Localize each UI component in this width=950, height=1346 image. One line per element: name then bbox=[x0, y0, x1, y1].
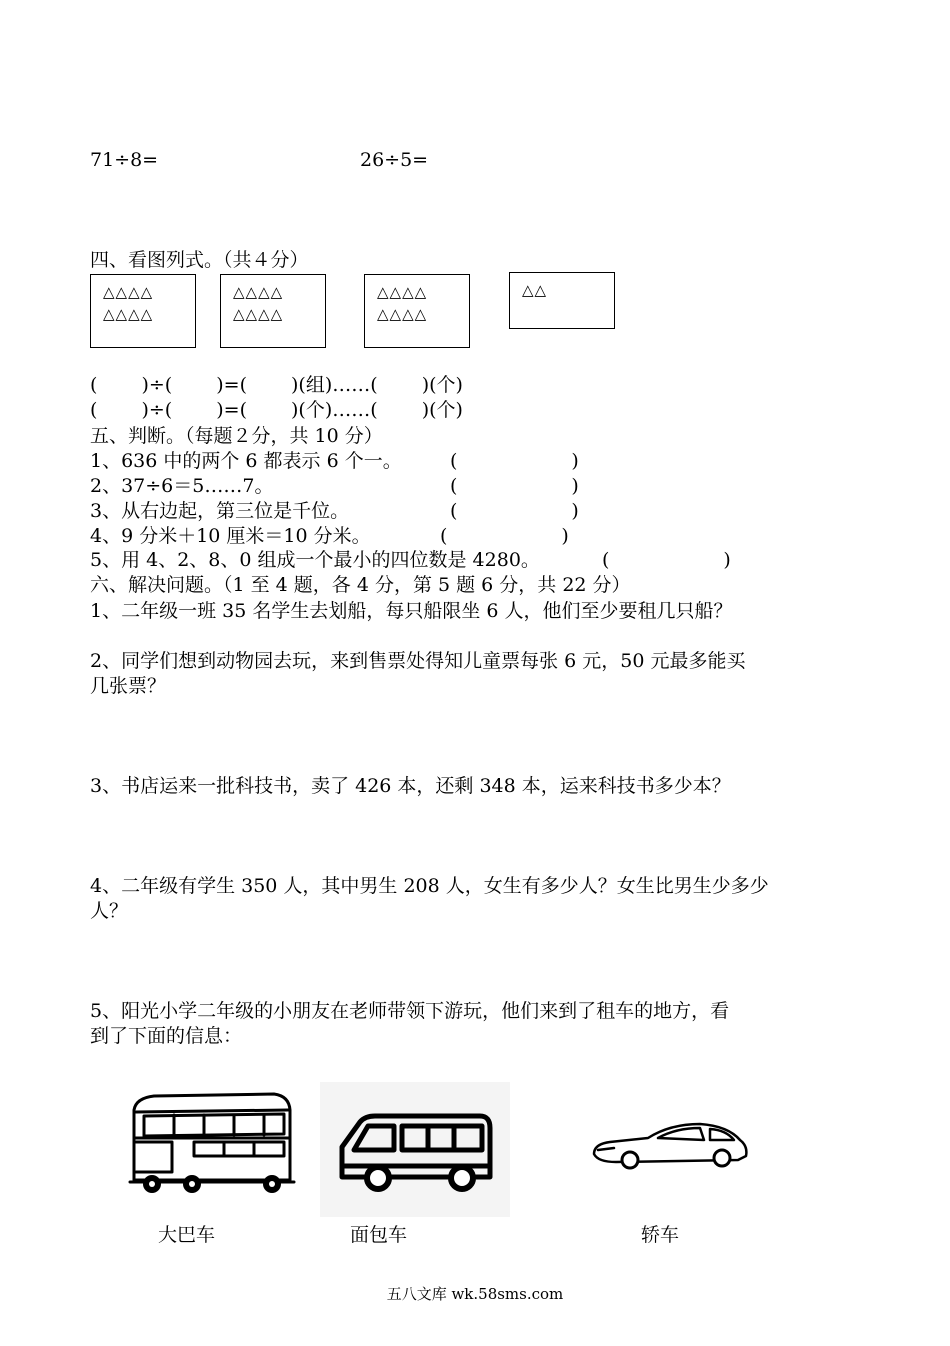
formula-line-2: ( )÷( )=( )(个)……( )(个) bbox=[90, 399, 463, 421]
triangle-box-1 bbox=[90, 274, 196, 348]
judge-answer-bracket-2[interactable]: ( ) bbox=[450, 475, 579, 497]
judge-answer-bracket-1[interactable]: ( ) bbox=[450, 450, 579, 472]
vehicle-label-car: 轿车 bbox=[641, 1224, 680, 1246]
judge-item-2: 2、37÷6＝5……7。 bbox=[90, 475, 274, 497]
triangle-row: △△△△ bbox=[103, 283, 154, 301]
question-5-line-2: 到了下面的信息： bbox=[90, 1025, 243, 1047]
question-4-line-2: 人？ bbox=[90, 900, 129, 922]
judge-item-4: 4、9 分米＋10 厘米＝10 分米。 bbox=[90, 525, 371, 547]
question-2-line-1: 2、同学们想到动物园去玩，来到售票处得知儿童票每张 6 元，50 元最多能买 bbox=[90, 650, 746, 672]
vehicle-label-van: 面包车 bbox=[350, 1224, 408, 1246]
judge-answer-bracket-4[interactable]: ( ) bbox=[440, 525, 569, 547]
sedan-car-icon bbox=[588, 1116, 753, 1176]
section-4-title: 四、看图列式。（共４分） bbox=[90, 249, 309, 271]
triangle-row: △△△△ bbox=[377, 305, 428, 323]
judge-answer-bracket-5[interactable]: ( ) bbox=[602, 549, 731, 571]
double-decker-bus-icon bbox=[114, 1080, 299, 1205]
question-3: 3、书店运来一批科技书，卖了 426 本，还剩 348 本，运来科技书多少本？ bbox=[90, 775, 731, 797]
triangle-row: △△△△ bbox=[233, 283, 284, 301]
question-2-line-2: 几张票？ bbox=[90, 675, 167, 697]
judge-item-5: 5、用 4、2、8、0 组成一个最小的四位数是 4280。 bbox=[90, 549, 540, 571]
formula-line-1: ( )÷( )=( )(组)……( )(个) bbox=[90, 374, 463, 396]
division-problem-2: 26÷5= bbox=[360, 149, 429, 171]
question-1: 1、二年级一班 35 名学生去划船，每只船限坐 6 人，他们至少要租几只船？ bbox=[90, 600, 733, 622]
triangle-row: △△△△ bbox=[377, 283, 428, 301]
triangle-box-3 bbox=[364, 274, 470, 348]
question-5-line-1: 5、阳光小学二年级的小朋友在老师带领下游玩，他们来到了租车的地方，看 bbox=[90, 1000, 730, 1022]
triangle-row: △△△△ bbox=[233, 305, 284, 323]
triangle-row: △△△△ bbox=[103, 305, 154, 323]
section-6-title: 六、解决问题。（1 至 4 题，各 4 分，第 5 题 6 分，共 22 分） bbox=[90, 574, 631, 596]
triangle-box-2 bbox=[220, 274, 326, 348]
question-4-line-1: 4、二年级有学生 350 人，其中男生 208 人，女生有多少人？女生比男生少多少 bbox=[90, 875, 769, 897]
minivan-icon bbox=[320, 1082, 510, 1217]
division-problem-1: 71÷8= bbox=[90, 149, 159, 171]
section-5-title: 五、判断。（每题２分，共 10 分） bbox=[90, 425, 383, 447]
vehicle-label-bus: 大巴车 bbox=[158, 1224, 216, 1246]
judge-answer-bracket-3[interactable]: ( ) bbox=[450, 500, 579, 522]
footer-watermark: 五八文库 wk.58sms.com bbox=[386, 1285, 564, 1303]
triangle-box-4 bbox=[509, 272, 615, 329]
triangle-row: △△ bbox=[522, 281, 548, 299]
judge-item-3: 3、从右边起，第三位是千位。 bbox=[90, 500, 350, 522]
judge-item-1: 1、636 中的两个 6 都表示 6 个一。 bbox=[90, 450, 402, 472]
